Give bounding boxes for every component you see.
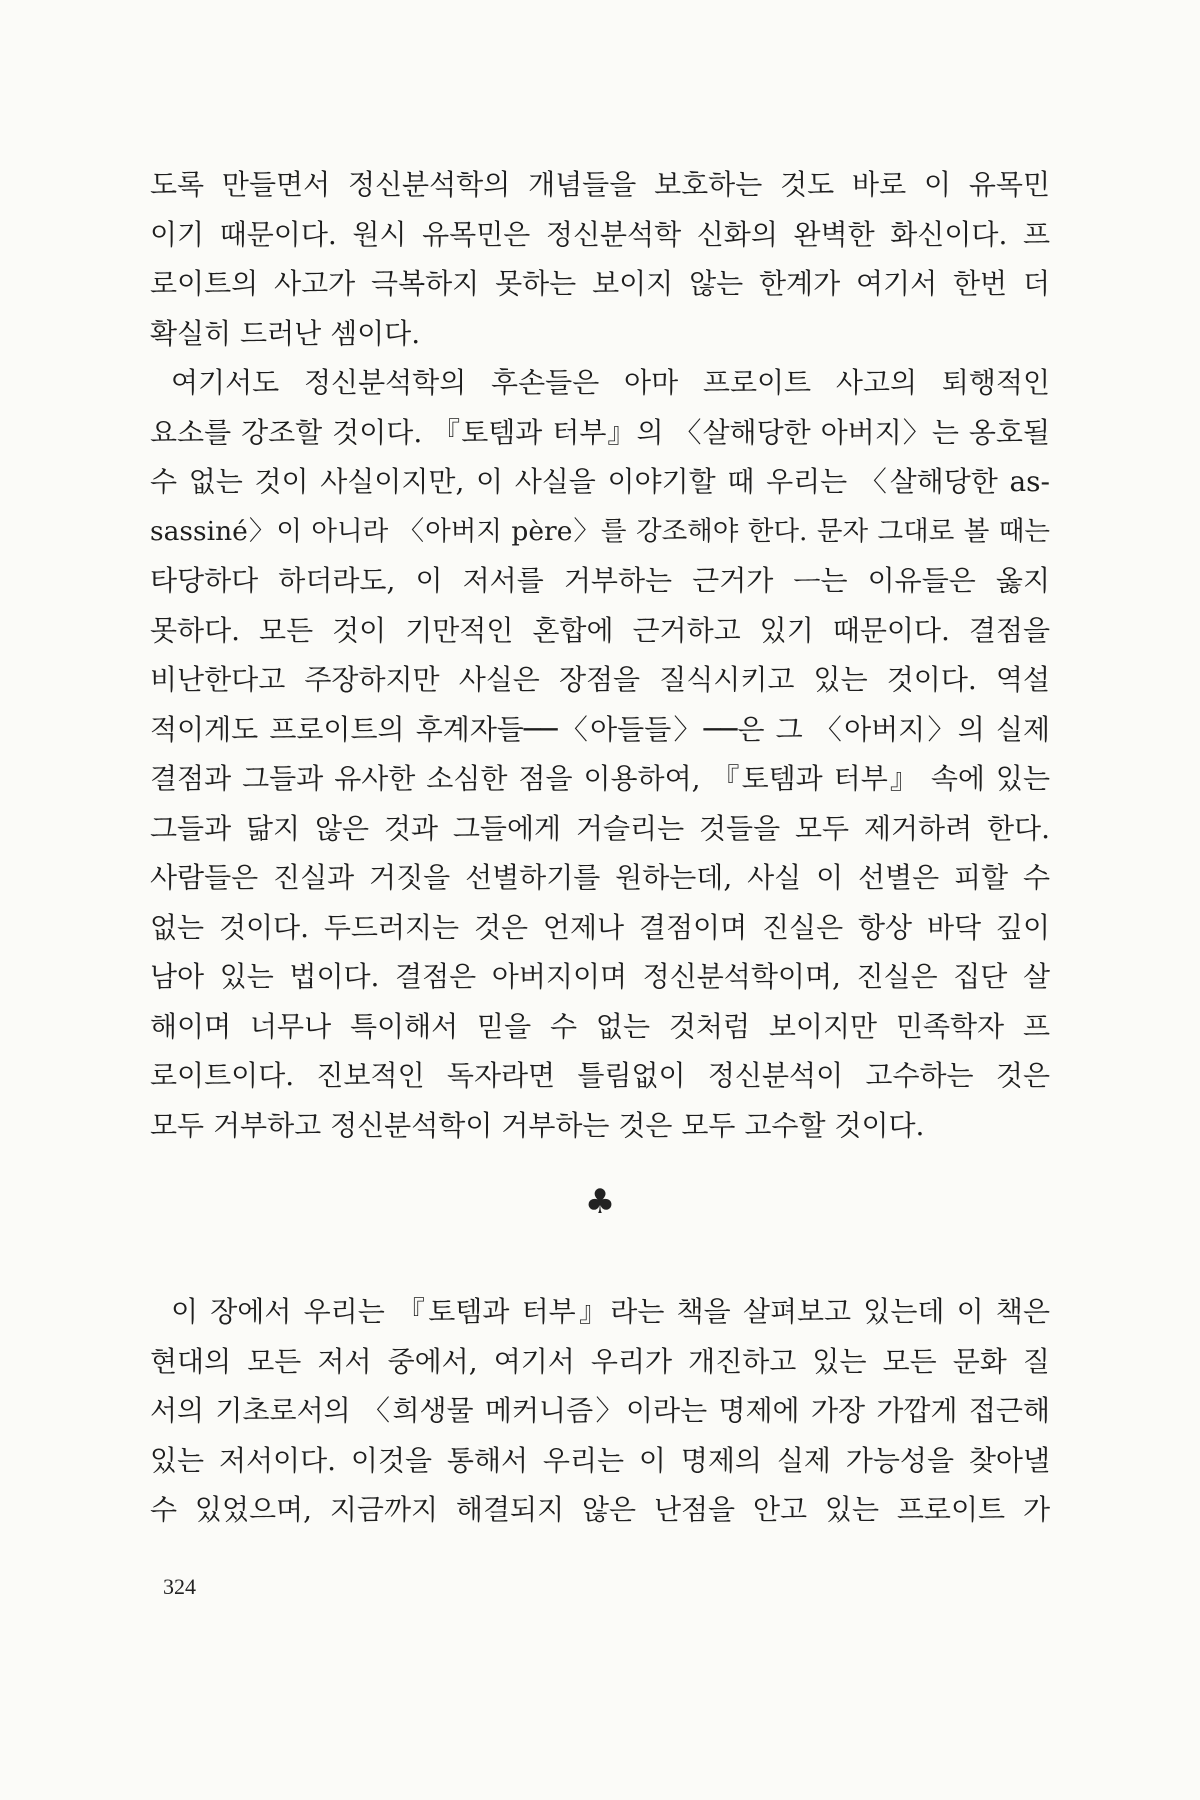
text-line: 수 없는 것이 사실이지만, 이 사실을 이야기할 때 우리는 〈살해당한 as- xyxy=(150,465,1050,498)
text-line: 로이트이다. 진보적인 독자라면 틀림없이 정신분석이 고수하는 것은 xyxy=(150,1059,1050,1092)
text-line: 못하다. 모든 것이 기만적인 혼합에 근거하고 있기 때문이다. 결점을 xyxy=(150,613,1050,647)
text-line: 타당하다 하더라도, 이 저서를 거부하는 근거가 ᅳ는 이유들은 옳지 xyxy=(150,564,1050,597)
section-text-block xyxy=(150,1287,1050,1535)
text-line: 요소를 강조할 것이다. 『토템과 터부』의 〈살해당한 아버지〉는 옹호될 xyxy=(150,415,1050,449)
text-line: 해이며 너무나 특이해서 믿을 수 없는 것처럼 보이지만 민족학자 프 xyxy=(150,1009,1050,1043)
text-line: 적이게도 프로이트의 후계자들──〈아들들〉──은 그 〈아버지〉의 실제 xyxy=(150,712,1050,746)
main-text-block xyxy=(150,160,1050,1150)
text-line: 확실히 드러난 셈이다. xyxy=(150,316,421,350)
text-line: 이 장에서 우리는 『토템과 터부』라는 책을 살펴보고 있는데 이 책은 xyxy=(171,1295,1050,1328)
text-line: 남아 있는 법이다. 결점은 아버지이며 정신분석학이며, 진실은 집단 살 xyxy=(150,960,1050,993)
text-line: 그들과 닮지 않은 것과 그들에게 거슬리는 것들을 모두 제거하려 한다. xyxy=(150,811,1050,845)
text-line: sassiné〉이 아니라 〈아버지 père〉를 강조해야 한다. 문자 그대로 볼 때는 xyxy=(150,515,1050,547)
text-line: 서의 기초로서의 〈희생물 메커니즘〉이라는 명제에 가장 가깝게 접근해 xyxy=(150,1394,1050,1427)
text-line: 모두 거부하고 정신분석학이 거부하는 것은 모두 고수할 것이다. xyxy=(150,1108,925,1142)
text-line: 있는 저서이다. 이것을 통해서 우리는 이 명제의 실제 가능성을 찾아낼 xyxy=(150,1443,1050,1477)
text-line: 결점과 그들과 유사한 소심한 점을 이용하여, 『토템과 터부』 속에 있는 xyxy=(150,762,1050,795)
text-line: 비난한다고 주장하지만 사실은 장점을 질식시키고 있는 것이다. 역설 xyxy=(150,663,1050,696)
text-line: 현대의 모든 저서 중에서, 여기서 우리가 개진하고 있는 모든 문화 질 xyxy=(150,1344,1050,1378)
text-line: 수 있었으며, 지금까지 해결되지 않은 난점을 안고 있는 프로이트 가 xyxy=(150,1493,1050,1526)
text-line: 로이트의 사고가 극복하지 못하는 보이지 않는 한계가 여기서 한번 더 xyxy=(150,267,1050,300)
text-line: 사람들은 진실과 거짓을 선별하기를 원하는데, 사실 이 선별은 피할 수 xyxy=(150,861,1050,894)
club-ornament-icon: ♣ xyxy=(584,1182,616,1222)
text-line: 이기 때문이다. 원시 유목민은 정신분석학 신화의 완벽한 화신이다. 프 xyxy=(150,217,1050,251)
text-line: 여기서도 정신분석학의 후손들은 아마 프로이트 사고의 퇴행적인 xyxy=(171,366,1050,399)
text-line: 도록 만들면서 정신분석학의 개념들을 보호하는 것도 바로 이 유목민 xyxy=(150,168,1050,201)
page-number: 324 xyxy=(163,1574,196,1599)
text-line: 없는 것이다. 두드러지는 것은 언제나 결점이며 진실은 항상 바닥 깊이 xyxy=(150,910,1050,944)
